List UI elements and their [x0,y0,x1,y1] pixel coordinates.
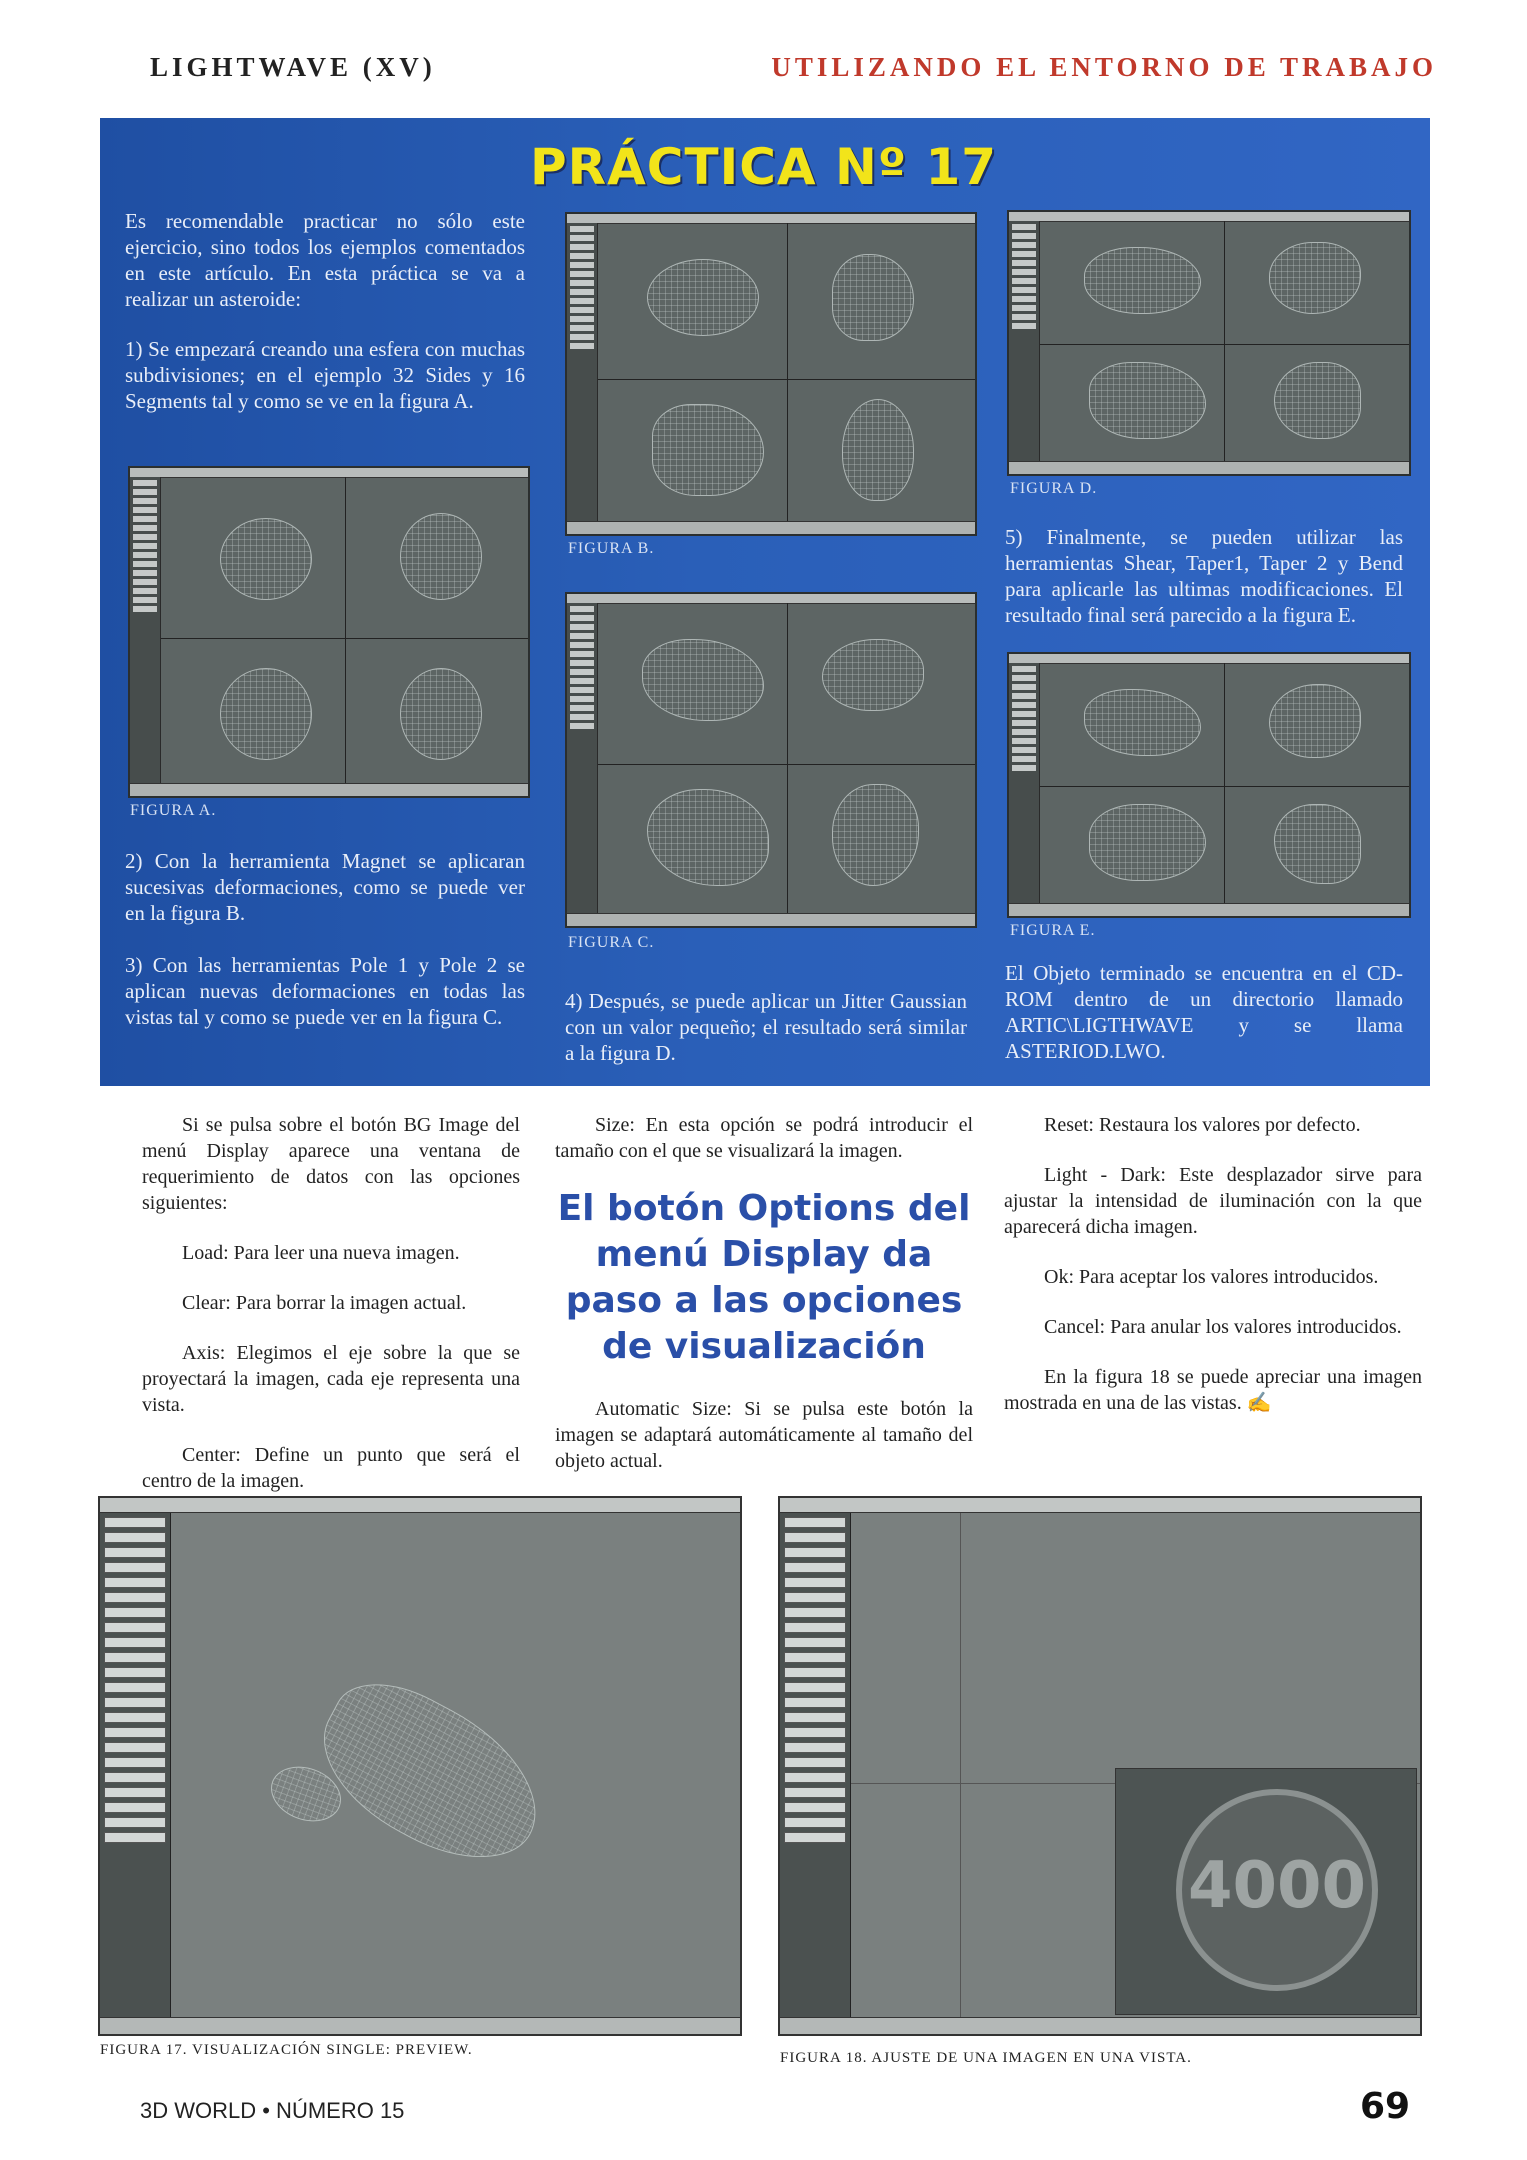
figure-17-screenshot [98,1496,742,2036]
figure-d-screenshot [1007,210,1411,476]
col3-ok: Ok: Para aceptar los valores introducidos. [1044,1266,1379,1288]
practice-step-1: 1) Se empezará creando una esfera con muchas subdivisiones; en el ejemplo 32 Sides y 16 Segments tal y como se ve en la figura A. [125,337,525,413]
col1-intro: Si se pulsa sobre el botón BG Image del menú Display aparece una ventana de requerimiento de datos con las opciones siguientes: [142,1114,520,1214]
figure-b-screenshot [565,212,977,536]
figure-e-screenshot [1007,652,1411,918]
practice-step-5: 5) Finalmente, se pueden utilizar las herramientas Shear, Taper1, Taper 2 y Bend para aplicarle las ultimas modificaciones. El resultado final será parecido a la figura E. [1005,525,1403,627]
figure-a-caption: FIGURA A. [130,802,217,819]
article-pull-quote: El botón Options del menú Display da paso a las opciones de visualización [557,1188,971,1367]
practice-title: PRÁCTICA Nº 17 [529,138,998,196]
figure-e-caption: FIGURA E. [1010,922,1096,939]
practice-final-note: El Objeto terminado se encuentra en el CD-ROM dentro de un directorio llamado ARTIC\LIGTHWAVE y se llama ASTERIOD.LWO. [1005,961,1403,1063]
figure-d-caption: FIGURA D. [1010,480,1098,497]
col3-closing [1004,1364,1422,1416]
article-column-2b [555,1396,973,1498]
figure-17-caption: FIGURA 17. VISUALIZACIÓN SINGLE: PREVIEW. [100,2042,473,2058]
figure-18-caption: FIGURA 18. AJUSTE DE UNA IMAGEN EN UNA VISTA. [780,2050,1192,2066]
col3-cancel: Cancel: Para anular los valores introducidos. [1044,1316,1402,1338]
col2-size: Size: En esta opción se podrá introducir el tamaño con el que se visualizará la imagen. [555,1114,973,1162]
col1-axis: Axis: Elegimos el eje sobre la que se proyectará la imagen, cada eje representa una vista. [142,1342,520,1416]
figure-b-caption: FIGURA B. [568,540,655,557]
figure-c-caption: FIGURA C. [568,934,655,951]
col3-light-dark: Light - Dark: Este desplazador sirve para ajustar la intensidad de iluminación con la que aparecerá dicha imagen. [1004,1164,1422,1238]
col3-closing-text: En la figura 18 se puede apreciar una imagen mostrada en una de las vistas. [1004,1366,1422,1414]
practice-intro: Es recomendable practicar no sólo este ejercicio, sino todos los ejemplos comentados en este artículo. En esta práctica se va a realizar un asteroide: [125,209,525,311]
running-header-left: LIGHTWAVE (XV) [150,52,436,82]
col3-reset: Reset: Restaura los valores por defecto. [1044,1114,1361,1136]
background-image-logo-text: 4000 [1187,1849,1367,1923]
running-header-right: UTILIZANDO EL ENTORNO DE TRABAJO [771,52,1437,82]
article-column-3 [1004,1112,1422,1440]
col1-clear: Clear: Para borrar la imagen actual. [182,1292,467,1314]
practice-step-3: 3) Con las herramientas Pole 1 y Pole 2 se aplican nuevas deformaciones en todas las vistas tal y como se puede ver en la figura C. [125,953,525,1029]
col2-automatic-size: Automatic Size: Si se pulsa este botón la imagen se adaptará automáticamente al tamaño del objeto actual. [555,1398,973,1472]
article-column-1 [142,1112,520,1518]
practice-step-2: 2) Con la herramienta Magnet se aplicaran sucesivas deformaciones, como se puede ver en la figura B. [125,849,525,925]
page-number: 69 [1360,2086,1411,2127]
figure-a-screenshot [128,466,530,798]
figure-18-screenshot [778,1496,1422,2036]
article-column-2 [555,1112,973,1188]
practice-step-4: 4) Después, se puede aplicar un Jitter Gaussian con un valor pequeño; el resultado será similar a la figura D. [565,989,967,1065]
col1-load: Load: Para leer una nueva imagen. [182,1242,460,1264]
background-image [1115,1768,1417,2015]
end-mark-icon: ✍ [1246,1392,1272,1414]
footer-publication: 3D WORLD • NÚMERO 15 [140,2098,405,2123]
figure-c-screenshot [565,592,977,928]
col1-center: Center: Define un punto que será el centro de la imagen. [142,1444,520,1492]
